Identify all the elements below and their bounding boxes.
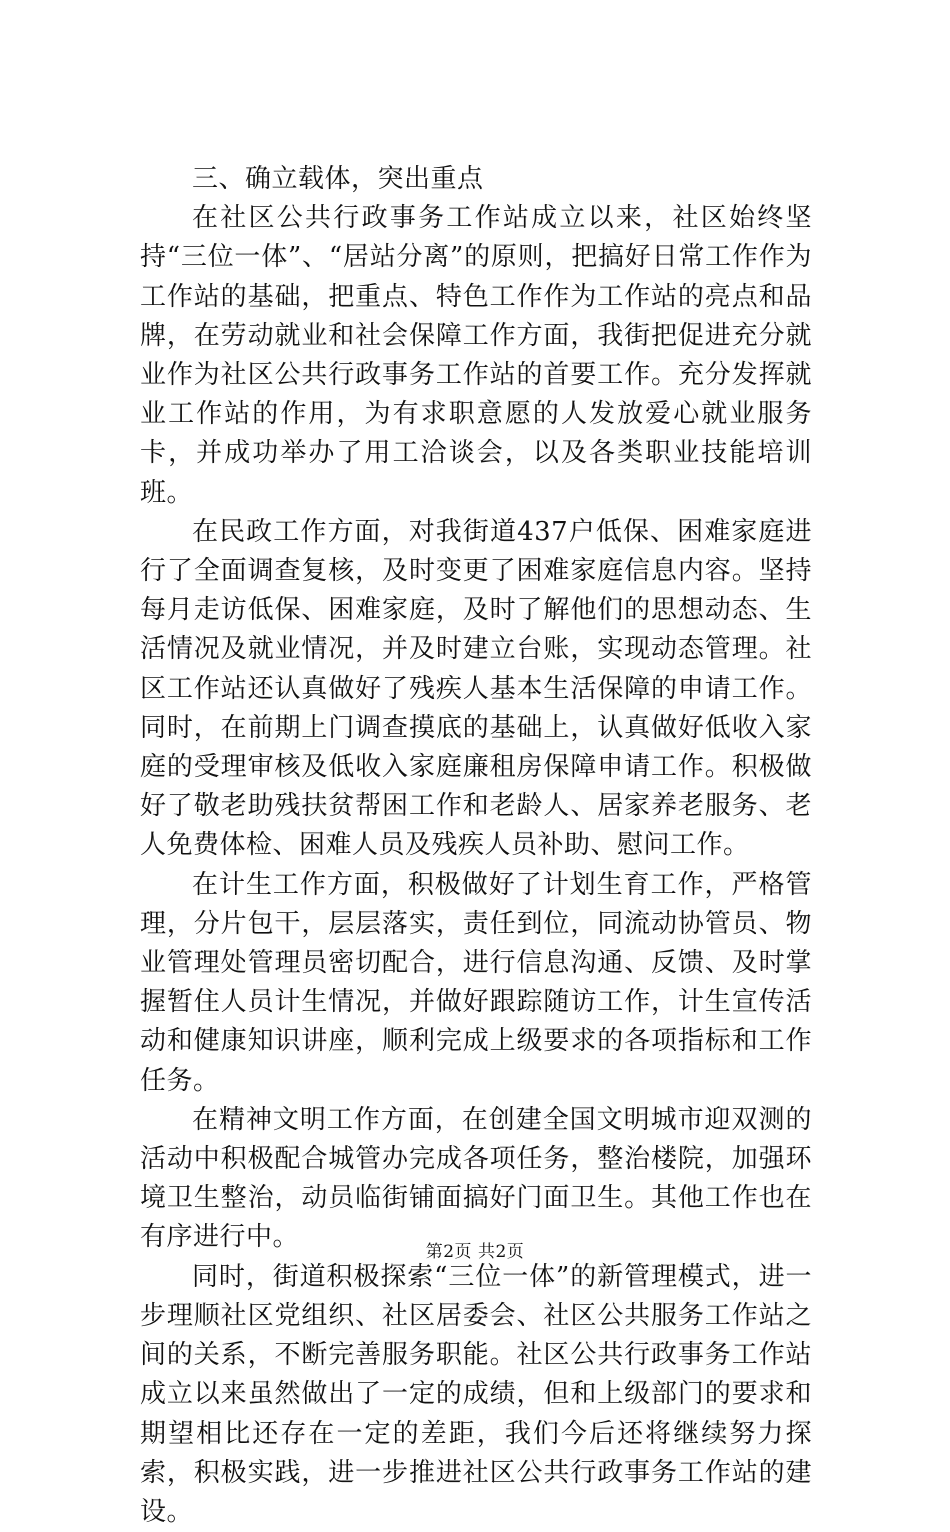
document-body bbox=[140, 160, 812, 1532]
paragraph-employment: 在社区公共行政事务工作站成立以来，社区始终坚持“三位一体”、“居站分离”的原则，把搞好日常工作作为工作站的基础，把重点、特色工作作为工作站的亮点和品牌，在劳动就业和社会保障工作方面，我街把促进充分就业作为社区公共行政事务工作站的首要工作。充分发挥就业工作站的作用，为有求职意愿的人发放爱心就业服务卡，并成功举办了用工洽谈会，以及各类职业技能培训班。 bbox=[140, 203, 812, 508]
page-number: 第2页 共2页 bbox=[425, 1242, 525, 1262]
paragraph-civilization: 在精神文明工作方面，在创建全国文明城市迎双测的活动中积极配合城管办完成各项任务，整治楼院，加强环境卫生整治，动员临街铺面搞好门面卫生。其他工作也在有序进行中。 bbox=[140, 1104, 812, 1253]
paragraph-conclusion: 同时，街道积极探索“三位一体”的新管理模式，进一步理顺社区党组织、社区居委会、社区公共服务工作站之间的关系，不断完善服务职能。社区公共行政事务工作站成立以来虽然做出了一定的成绩，但和上级部门的要求和期望相比还存在一定的差距，我们今后还将继续努力探索，积极实践，进一步推进社区公共行政事务工作站的建设。 bbox=[140, 1261, 812, 1527]
paragraph-civil-affairs: 在民政工作方面，对我街道437户低保、困难家庭进行了全面调查复核，及时变更了困难家庭信息内容。坚持每月走访低保、困难家庭，及时了解他们的思想动态、生活情况及就业情况，并及时建立台账，实现动态管理。社区工作站还认真做好了残疾人基本生活保障的申请工作。同时，在前期上门调查摸底的基础上，认真做好低收入家庭的受理审核及低收入家庭廉租房保障申请工作。积极做好了敬老助残扶贫帮困工作和老龄人、居家养老服务、老人免费体检、困难人员及残疾人员补助、慰问工作。 bbox=[140, 516, 812, 861]
paragraph-family-planning: 在计生工作方面，积极做好了计划生育工作，严格管理，分片包干，层层落实，责任到位，同流动协管员、物业管理处管理员密切配合，进行信息沟通、反馈、及时掌握暂住人员计生情况，并做好跟踪随访工作，计生宣传活动和健康知识讲座，顺利完成上级要求的各项指标和工作任务。 bbox=[140, 869, 812, 1096]
section-heading: 三、确立载体，突出重点 bbox=[192, 164, 484, 194]
